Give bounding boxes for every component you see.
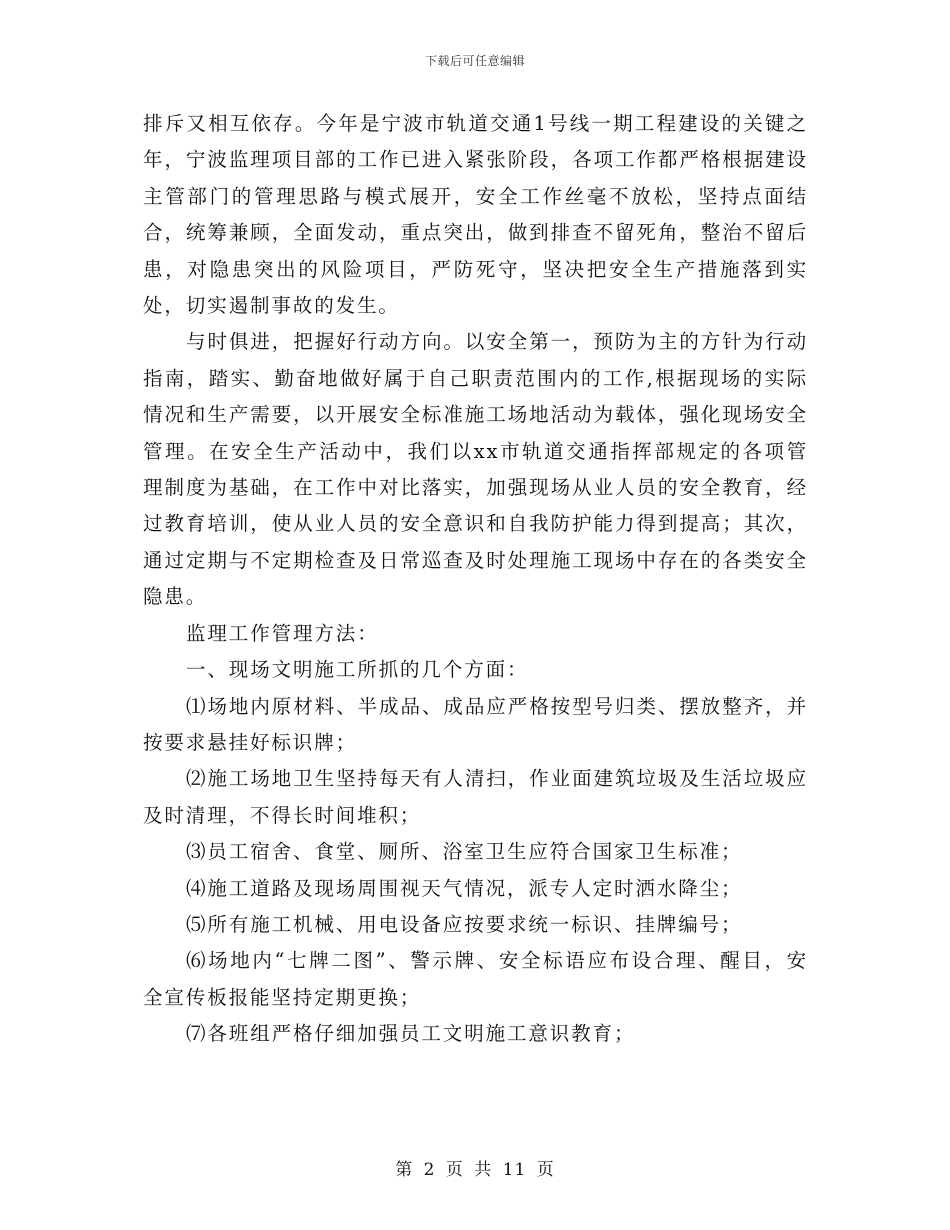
paragraph-continuation: 排斥又相互依存。今年是宁波市轨道交通1号线一期工程建设的关键之年，宁波监理项目部的工作已进入紧张阶段，各项工作都严格根据建设主管部门的管理思路与模式展开，安全工作丝毫不放松，坚持点面结合，统筹兼顾，全面发动，重点突出，做到排查不留死角，整治不留后患，对隐患突出的风险项目，严防死守，坚决把安全生产措施落到实处，切实遏制事故的发生。 [143,112,808,318]
document-body [143,106,808,1053]
list-item-7: ⑺各班组严格仔细加强员工文明施工意识教育； [186,1022,636,1046]
page-number-footer: 第 2 页 共 11 页 [395,1160,555,1180]
page-header: 下载后可任意编辑 [424,54,525,68]
list-item-5: ⑸所有施工机械、用电设备应按要求统一标识、挂牌编号； [186,912,743,936]
list-item-6: ⑹场地内“七牌二图”、警示牌、安全标语应布设合理、醒目，安全宣传板报能坚持定期更换； [143,949,808,1009]
list-item-1: ⑴场地内原材料、半成品、成品应严格按型号归类、摆放整齐，并按要求悬挂好标识牌； [143,694,808,754]
section-heading-methods: 监理工作管理方法： [186,621,379,645]
list-item-3: ⑶员工宿舍、食堂、厕所、浴室卫生应符合国家卫生标准； [186,840,743,864]
paragraph-keep-pace: 与时俱进，把握好行动方向。以安全第一，预防为主的方针为行动指南，踏实、勤奋地做好属于自己职责范围内的工作,根据现场的实际情况和生产需要，以开展安全标准施工场地活动为载体，强化现场安全管理。在安全生产活动中，我们以xx市轨道交通指挥部规定的各项管理制度为基础，在工作中对比落实，加强现场从业人员的安全教育，经过教育培训，使从业人员的安全意识和自我防护能力得到提高；其次，通过定期与不定期检查及日常巡查及时处理施工现场中存在的各类安全隐患。 [143,330,808,609]
list-item-4: ⑷施工道路及现场周围视天气情况，派专人定时洒水降尘； [186,876,743,900]
list-item-2: ⑵施工场地卫生坚持每天有人清扫，作业面建筑垃圾及生活垃圾应及时清理，不得长时间堆积； [143,767,808,827]
subsection-heading-civilized-construction: 一、现场文明施工所抓的几个方面： [186,658,529,682]
